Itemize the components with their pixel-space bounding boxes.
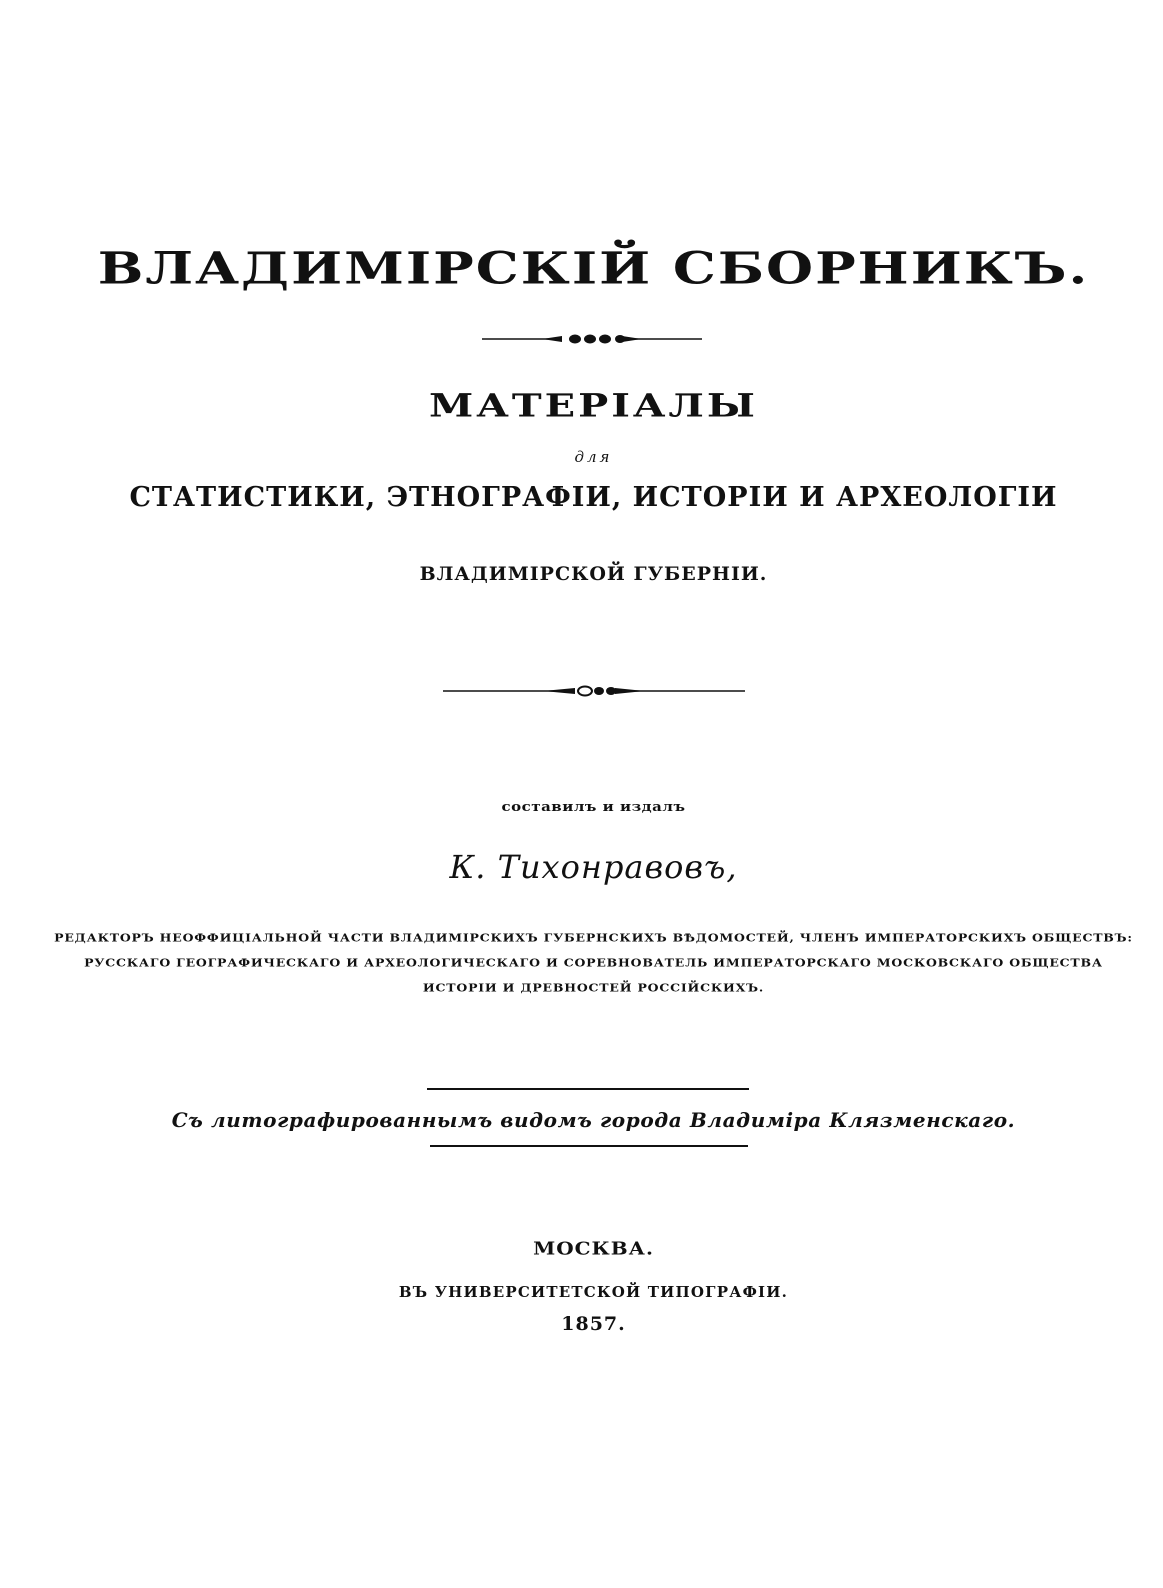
ornament-rule-middle bbox=[443, 684, 745, 698]
publication-city: МОСКВА. bbox=[533, 1237, 654, 1259]
editor-credentials-line-3: ИСТОРІИ И ДРЕВНОСТЕЙ РОССІЙСКИХЪ. bbox=[422, 980, 765, 995]
rule-below-lithograph-note bbox=[430, 1145, 748, 1147]
subtitle: МАТЕРІАЛЫ bbox=[429, 386, 758, 425]
compiled-by: составилъ и издалъ bbox=[501, 799, 686, 815]
province-line: ВЛАДИМІРСКОЙ ГУБЕРНІИ. bbox=[419, 563, 768, 585]
editor-credentials-line-2: РУССКАГО ГЕОГРАФИЧЕСКАГО И АРХЕОЛОГИЧЕСКАГО И СОРЕВНОВАТЕЛЬ ИМПЕРАТОРСКАГО МОСКОВСКАГО ОБЩЕСТВА bbox=[84, 955, 1103, 970]
for-word: для bbox=[574, 448, 613, 466]
author-signature: К. Тихонравовъ, bbox=[449, 848, 738, 886]
topics-line: СТАТИСТИКИ, ЭТНОГРАФІИ, ИСТОРІИ И АРХЕОЛОГІИ bbox=[129, 482, 1058, 513]
editor-credentials-line-1: РЕДАКТОРЪ НЕОФФИЦІАЛЬНОЙ ЧАСТИ ВЛАДИМІРСКИХЪ ГУБЕРНСКИХЪ ВѢДОМОСТЕЙ, ЧЛЕНЪ ИМПЕРАТОРСКИХЪ ОБЩЕСТВЪ: bbox=[54, 930, 1133, 945]
lithograph-note: Съ литографированнымъ видомъ города Владиміра Клязменскаго. bbox=[171, 1108, 1016, 1132]
printer-line: ВЪ УНИВЕРСИТЕТСКОЙ ТИПОГРАФІИ. bbox=[398, 1283, 789, 1301]
publication-year: 1857. bbox=[561, 1313, 626, 1335]
rule-above-lithograph-note bbox=[427, 1088, 749, 1090]
main-title: ВЛАДИМІРСКІЙ СБОРНИКЪ. bbox=[97, 241, 1090, 295]
ornament-rule-top bbox=[482, 332, 702, 346]
